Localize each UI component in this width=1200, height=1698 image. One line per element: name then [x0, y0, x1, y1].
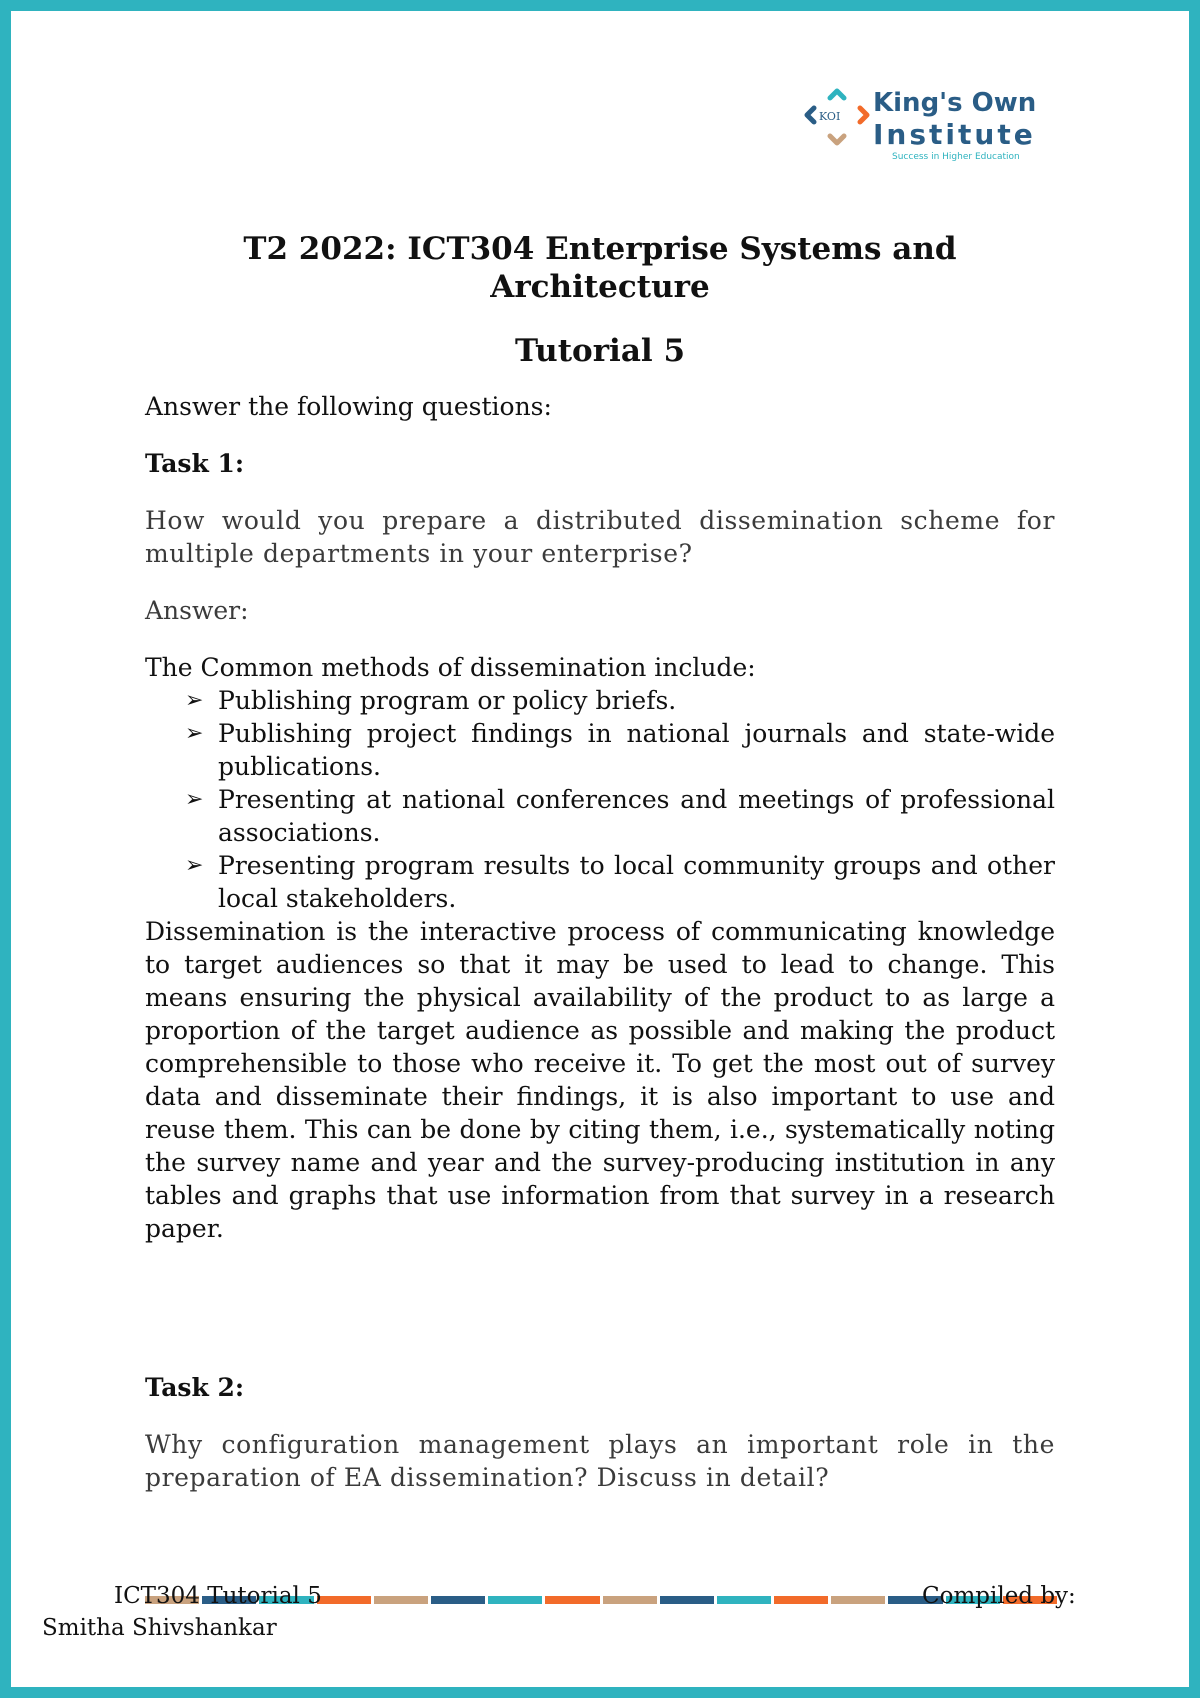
logo-tagline: Success in Higher Education	[892, 152, 1020, 162]
intro-text: Answer the following questions:	[145, 392, 552, 421]
task1-question: How would you prepare a distributed dissemination scheme for multiple departments in your enterprise?	[145, 506, 1055, 568]
footer-bar-segment	[717, 1596, 771, 1604]
document-title: T2 2022: ICT304 Enterprise Systems and Architecture	[243, 231, 957, 305]
footer-bar-segment	[774, 1596, 828, 1604]
arrow-bullet-icon: ➢	[185, 853, 204, 878]
list-item	[185, 717, 1055, 783]
task2-question: Why configuration management plays an important role in the preparation of EA dissemination? Discuss in detail?	[145, 1430, 1055, 1492]
task1-answer-label: Answer:	[145, 596, 249, 625]
footer-bar-segment	[660, 1596, 714, 1604]
list-item-text: Presenting program results to local community groups and other local stakeholders.	[218, 851, 1055, 913]
list-item-text: Presenting at national conferences and meetings of professional associations.	[218, 785, 1055, 847]
list-item-text: Publishing program or policy briefs.	[218, 686, 677, 715]
footer-bar-segment	[545, 1596, 599, 1604]
institute-logo	[800, 84, 1040, 170]
logo-name-line2: Institute	[873, 118, 1036, 151]
methods-list	[145, 684, 1055, 915]
arrow-bullet-icon: ➢	[185, 721, 204, 746]
list-item	[185, 783, 1055, 849]
document-body	[145, 230, 1055, 1518]
footer-author-name: Smitha Shivshankar	[42, 1615, 277, 1641]
logo-badge-text: KOI	[819, 110, 841, 123]
footer-bar-segment	[374, 1596, 428, 1604]
footer-bar-segment	[831, 1596, 885, 1604]
footer-bar-segment	[317, 1596, 371, 1604]
footer-bar-segment	[431, 1596, 485, 1604]
document-subtitle: Tutorial 5	[514, 333, 686, 369]
footer-bar-segment	[488, 1596, 542, 1604]
task2-heading: Task 2:	[145, 1373, 245, 1402]
logo-name-line1: King's Own	[873, 88, 1037, 118]
list-item	[185, 684, 1055, 717]
footer-compiled-label: Compiled by:	[922, 1583, 1076, 1609]
footer-bar-segment	[603, 1596, 657, 1604]
task1-heading: Task 1:	[145, 449, 245, 478]
list-item	[185, 849, 1055, 915]
dissemination-paragraph: Dissemination is the interactive process of communicating knowledge to target audiences so that it may be used to lead to change. This means ensuring the physical availability of the product to as large a proportion of the target audience as possible and making the product comprehensible to those who receive it. To get the most out of survey data and disseminate their findings, it is also important to use and reuse them. This can be done by citing them, i.e., systematically noting the survey name and year and the survey-producing institution in any tables and graphs that use information from that survey in a research paper.	[145, 917, 1055, 1243]
spacer	[145, 1245, 1055, 1371]
arrow-bullet-icon: ➢	[185, 688, 204, 713]
footer-course-label: ICT304 Tutorial 5	[114, 1583, 322, 1609]
methods-intro: The Common methods of dissemination include:	[145, 653, 756, 682]
arrow-bullet-icon: ➢	[185, 787, 204, 812]
list-item-text: Publishing project findings in national journals and state-wide publications.	[218, 719, 1055, 781]
